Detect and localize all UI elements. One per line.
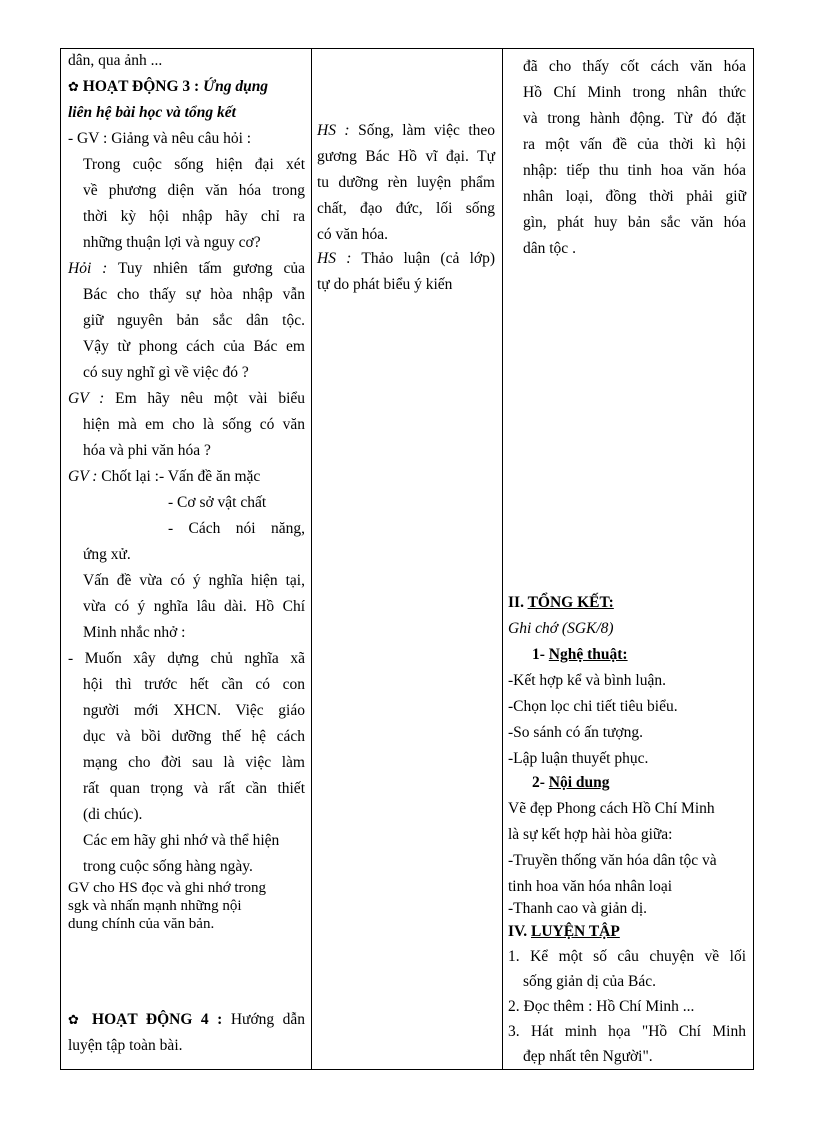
list-item: -Lập luận thuyết phục. bbox=[508, 750, 649, 767]
text-line: giữ nguyên bản sắc dân tộc. bbox=[83, 312, 305, 329]
text-line: dân, qua ảnh ... bbox=[68, 52, 163, 69]
text-line: đẹp nhất tên Người". bbox=[523, 1048, 653, 1065]
question-label: Hỏi : bbox=[68, 260, 108, 277]
text-line: trong cuộc sống hàng ngày. bbox=[83, 858, 253, 875]
list-item: -Thanh cao và giản dị. bbox=[508, 900, 648, 917]
text-line: về phương diện văn hóa trong bbox=[83, 182, 305, 199]
question-text: Tuy nhiên tấm gương của bbox=[117, 260, 305, 277]
art-subheading bbox=[532, 645, 628, 665]
text-line: luyện tập toàn bài. bbox=[68, 1037, 183, 1054]
activity-3-title: Ứng dụng bbox=[203, 78, 269, 95]
star-icon: ✿ bbox=[68, 80, 79, 95]
text-line: Vẽ đẹp Phong cách Hồ Chí Minh bbox=[508, 800, 715, 817]
text-line: gương Bác Hồ vĩ đại. Tự bbox=[317, 148, 495, 165]
student-activity-column bbox=[311, 49, 503, 1069]
list-item: -Kết hợp kể và bình luận. bbox=[508, 672, 666, 689]
text-line: (di chúc). bbox=[83, 806, 143, 823]
student-response bbox=[317, 249, 495, 269]
hs-label: HS : bbox=[317, 250, 352, 267]
text-line: có suy nghĩ gì về việc đó ? bbox=[83, 364, 249, 381]
text-line: hiện mà em cho là sống có văn bbox=[83, 416, 305, 433]
text-line: Minh nhắc nhở : bbox=[83, 624, 186, 641]
list-item: -Chọn lọc chi tiết tiêu biểu. bbox=[508, 698, 678, 715]
text-line: ứng xử. bbox=[83, 546, 131, 563]
activity-4-title: Hướng dẫn bbox=[230, 1011, 306, 1028]
text-line: hóa và phi văn hóa ? bbox=[83, 442, 211, 459]
gv-label: GV : bbox=[68, 468, 98, 485]
text-line: Các em hãy ghi nhớ và thể hiện bbox=[83, 832, 280, 849]
subsection-number: 1- bbox=[532, 646, 545, 663]
activity-3-heading bbox=[68, 77, 268, 98]
text-line: ra một vấn đề của thời kì hội bbox=[523, 136, 746, 153]
text-line: hội thì trước hết cần có con bbox=[83, 676, 305, 693]
activity-3-title-cont: liên hệ bài học và tổng kết bbox=[68, 104, 236, 121]
text-line: mạng cho đời sau là việc làm bbox=[83, 754, 305, 771]
practice-heading bbox=[508, 922, 620, 942]
text-line: chất, đạo đức, lối sống bbox=[317, 200, 495, 217]
text-line: - Muốn xây dựng chủ nghĩa xã bbox=[68, 650, 305, 667]
text-line: nhân loại, đồng thời phải giữ bbox=[523, 188, 746, 205]
text-line: Vấn đề vừa có ý nghĩa hiện tại, bbox=[83, 572, 305, 589]
text-line: GV cho HS đọc và ghi nhớ trong bbox=[68, 880, 267, 896]
note-line: Ghi chớ (SGK/8) bbox=[508, 620, 614, 637]
text-line: Vậy từ phong cách của Bác em bbox=[83, 338, 305, 355]
section-number: IV. bbox=[508, 923, 528, 940]
list-item: 3. Hát minh họa "Hồ Chí Minh bbox=[508, 1023, 746, 1040]
text-line: có văn hóa. bbox=[317, 226, 389, 243]
text-line: - Cơ sở vật chất bbox=[168, 494, 267, 511]
text-line: gìn, phát huy bản sắc văn hóa bbox=[523, 214, 746, 231]
text-line: người mới XHCN. Việc giáo bbox=[83, 702, 305, 719]
content-column bbox=[502, 49, 754, 1069]
text-line: Bác cho thấy sự hòa nhập vẫn bbox=[83, 286, 305, 303]
list-item: 1. Kể một số câu chuyện về lối bbox=[508, 948, 746, 965]
section-title: TỔNG KẾT: bbox=[527, 594, 614, 611]
student-response bbox=[317, 121, 495, 141]
subsection-title: Nghệ thuật: bbox=[548, 646, 628, 663]
gv-line bbox=[68, 467, 260, 487]
list-item: 2. Đọc thêm : Hồ Chí Minh ... bbox=[508, 998, 695, 1015]
lesson-table bbox=[60, 48, 754, 1070]
activity-4-heading bbox=[68, 1010, 305, 1031]
content-subheading bbox=[532, 773, 610, 793]
text-line: những thuận lợi và nguy cơ? bbox=[83, 234, 261, 251]
text-line: dung chính của văn bản. bbox=[68, 916, 215, 932]
text-line: vừa có ý nghĩa lâu dài. Hồ Chí bbox=[83, 598, 305, 615]
hs-text: Sống, làm việc theo bbox=[358, 122, 496, 139]
text-line: và trong hành động. Từ đó đặt bbox=[523, 110, 746, 127]
text-line: sgk và nhấn mạnh những nội bbox=[68, 898, 242, 914]
text-line: - GV : Giảng và nêu câu hỏi : bbox=[68, 130, 252, 147]
activity-4-label: HOẠT ĐỘNG 4 : bbox=[92, 1011, 223, 1028]
gv-text: Em hãy nêu một vài biểu bbox=[115, 390, 306, 407]
gv-text: Chốt lại :- Vấn đề ăn mặc bbox=[101, 468, 261, 485]
text-line: rất quan trọng và rất cần thiết bbox=[83, 780, 305, 797]
text-line: là sự kết hợp hài hòa giữa: bbox=[508, 826, 673, 843]
activity-3-label: HOẠT ĐỘNG 3 : bbox=[82, 78, 200, 95]
list-item: -Truyền thống văn hóa dân tộc và bbox=[508, 852, 717, 869]
text-line: - Cách nói năng, bbox=[168, 520, 305, 537]
section-number: II. bbox=[508, 594, 524, 611]
text-line: đã cho thấy cốt cách văn hóa bbox=[523, 58, 746, 75]
gv-label: GV : bbox=[68, 390, 105, 407]
text-line: tự do phát biểu ý kiến bbox=[317, 276, 453, 293]
subsection-number: 2- bbox=[532, 774, 545, 791]
text-line: dục và bồi dưỡng thế hệ cách bbox=[83, 728, 305, 745]
section-title: LUYỆN TẬP bbox=[530, 923, 620, 940]
text-line: dân tộc . bbox=[523, 240, 576, 257]
hs-text: Thảo luận (cả lớp) bbox=[361, 250, 495, 267]
text-line: tu dưỡng rèn luyện phẩm bbox=[317, 174, 495, 191]
text-line: sống giản dị của Bác. bbox=[523, 973, 657, 990]
hs-label: HS : bbox=[317, 122, 350, 139]
gv-line bbox=[68, 389, 305, 409]
text-line: thời kỳ hội nhập hãy chỉ ra bbox=[83, 208, 305, 225]
question-line bbox=[68, 259, 305, 279]
text-line: Hồ Chí Minh trong nhân thức bbox=[523, 84, 746, 101]
text-line: tinh hoa văn hóa nhân loại bbox=[508, 878, 672, 895]
summary-heading bbox=[508, 593, 614, 613]
list-item: -So sánh có ấn tượng. bbox=[508, 724, 643, 741]
teacher-activity-column bbox=[61, 49, 312, 1069]
text-line: nhập: tiếp thu tinh hoa văn hóa bbox=[523, 162, 746, 179]
star-icon: ✿ bbox=[68, 1013, 84, 1028]
subsection-title: Nội dung bbox=[548, 774, 610, 791]
text-line: Trong cuộc sống hiện đại xét bbox=[83, 156, 305, 173]
